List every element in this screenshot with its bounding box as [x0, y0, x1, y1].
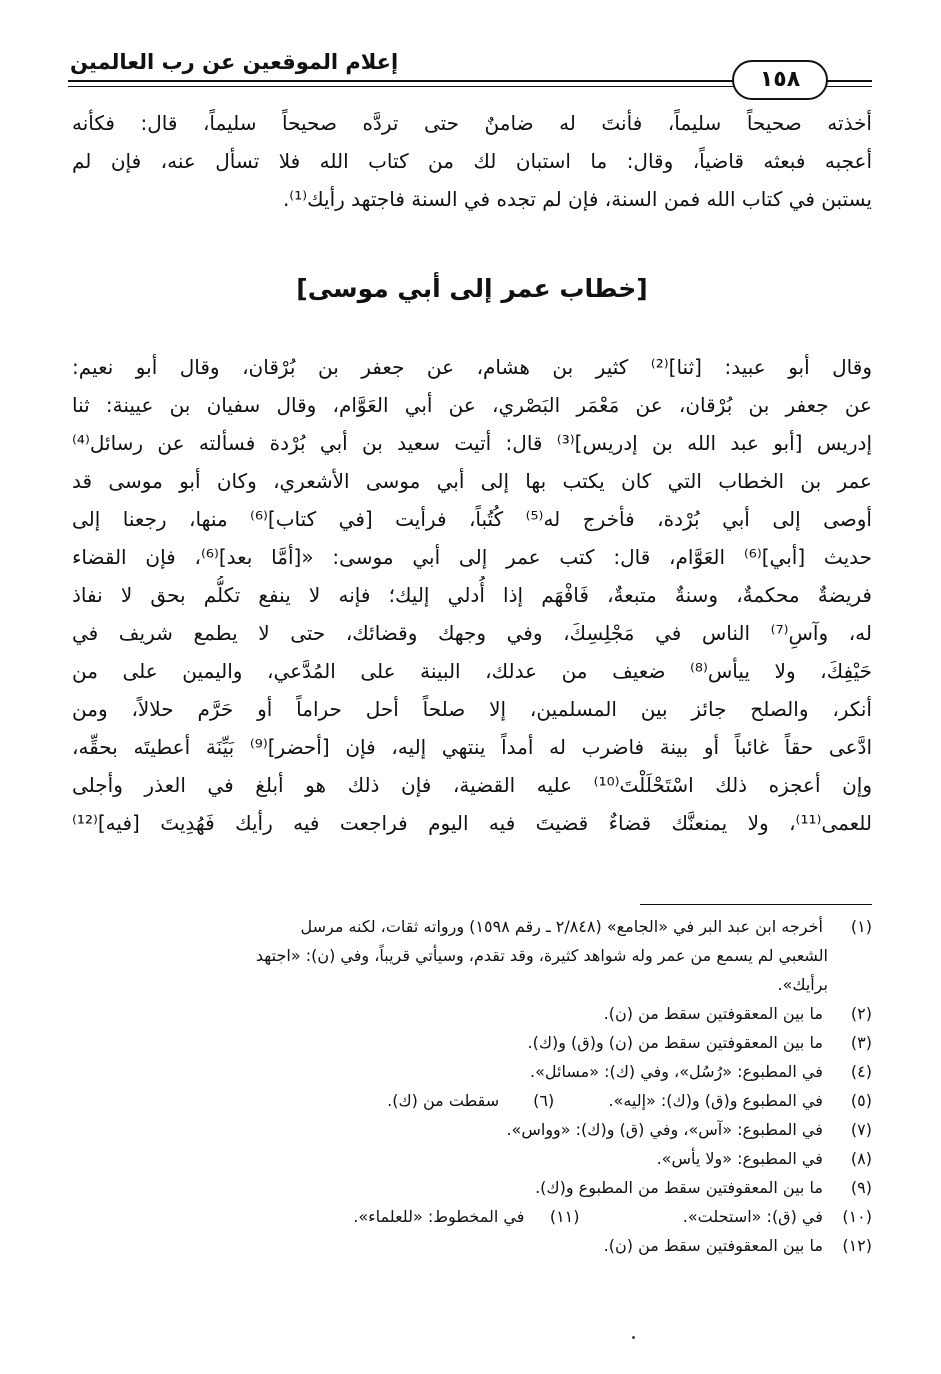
footnote-4	[72, 1057, 872, 1086]
footnote-1-continued: الشعبي لم يسمع من عمر وله شواهد كثيرة، وقد تقدم، وسيأتي قريباً، وفي (ن): «اجتهد	[255, 946, 828, 965]
page-number-badge: ١٥٨	[732, 60, 828, 100]
footnote-text: ما بين المعقوفتين سقط من (ن).	[603, 1236, 823, 1255]
footnote-text: في (ق): «استحلت».	[682, 1207, 823, 1226]
footnote-2	[72, 999, 872, 1028]
footnote-text: سقطت من (ك).	[387, 1091, 500, 1110]
text-line: وإن أعجزه ذلك اسْتَحْلَلْتَ⁽¹⁰⁾ عليه القضية، فإن ذلك هو أبلغ في العذر وأجلى	[72, 773, 872, 797]
footnote-text: ما بين المعقوفتين سقط من (ن) و(ق) و(ك).	[527, 1033, 823, 1052]
text-line: أعجبه فبعثه قاضياً، وقال: ما استبان لك من كتاب الله فلا تسأل عنه، فإن لم	[72, 149, 872, 173]
text-line: عمر بن الخطاب التي كان يكتب بها إلى أبي موسى الأشعري، وكان أبو موسى قد	[72, 469, 872, 493]
footnote-text: ما بين المعقوفتين سقط من المطبوع و(ك).	[535, 1178, 823, 1197]
header-rule	[68, 80, 748, 82]
footnotes	[72, 912, 872, 1260]
footnote-text: في المطبوع: «ولا يأس».	[656, 1149, 823, 1168]
print-speck	[632, 1336, 635, 1339]
footnote-1-continued: برأيك».	[777, 975, 828, 994]
footnote-separator	[640, 904, 872, 905]
text-line: له، وآسِ⁽⁷⁾ الناس في مَجْلِسِكَ، وفي وجهك وقضائك، حتى لا يطمع شريف في	[72, 621, 872, 645]
footnote-text: في المطبوع: «آس»، وفي (ق) و(ك): «وواس».	[506, 1120, 823, 1139]
section-heading: [خطاب عمر إلى أبي موسى]	[296, 274, 648, 303]
footnote-1	[72, 912, 872, 941]
text-line: حَيْفِكَ، ولا ييأس⁽⁸⁾ ضعيف من عدلك، البينة على المُدَّعي، واليمين على من	[72, 659, 872, 683]
footnote-10-11	[72, 1202, 872, 1231]
header-rule-thin	[68, 86, 748, 87]
text-line: ادَّعى حقاً غائباً أو بينة فاضرب له أمداً ينتهي إليه، فإن [أحضر]⁽⁹⁾ بَيِّنَة أعطيتَه بحقِّه،	[72, 735, 872, 759]
text-line: حديث [أبي]⁽⁶⁾ العَوَّام، قال: كتب عمر إلى أبي موسى: «[أمَّا بعد]⁽⁶⁾، فإن القضاء	[72, 545, 872, 569]
text-line: للعمى⁽¹¹⁾، ولا يمنعنَّك قضاءٌ قضيتَ فيه اليوم فراجعت فيه رأيك فَهُدِيتَ [فيه]⁽¹²⁾	[72, 811, 872, 835]
footnote-number: (٦)	[533, 1091, 555, 1110]
text-line: فريضةٌ محكمةٌ، وسنةٌ متبعةٌ، فَافْهَم إذا أُدلي إليك؛ فإنه لا ينفع تكلُّم بحق لا نفاذ	[72, 583, 872, 607]
paragraph-letter	[72, 348, 872, 842]
paragraph-continuation	[72, 104, 872, 218]
footnote-7	[72, 1115, 872, 1144]
footnote-number: (٨)	[850, 1149, 872, 1168]
footnote-8	[72, 1144, 872, 1173]
footnote-text: أخرجه ابن عبد البر في «الجامع» (٢/٨٤٨ ـ رقم ١٥٩٨) ورواته ثقات، لكنه مرسل	[300, 917, 823, 936]
footnote-number: (١)	[850, 917, 872, 936]
text-line: أخذته صحيحاً سليماً، فأنتَ له ضامنٌ حتى تردَّه صحيحاً سليماً، قال: فكأنه	[72, 111, 872, 135]
footnote-number: (١١)	[549, 1207, 580, 1226]
text-line: وقال أبو عبيد: [ثنا]⁽²⁾ كثير بن هشام، عن جعفر بن بُرْقان، وقال أبو نعيم:	[72, 355, 872, 379]
header-rule-right	[826, 80, 872, 82]
text-line: عن جعفر بن بُرْقان، عن مَعْمَر البَصْري، عن أبي العَوَّام، وقال سفيان بن عيينة: ثنا	[72, 393, 872, 417]
footnote-text: في المطبوع: «رُسُل»، وفي (ك): «مسائل».	[530, 1062, 823, 1081]
footnote-number: (٢)	[850, 1004, 872, 1023]
text-line: إدريس [أبو عبد الله بن إدريس]⁽³⁾ قال: أتيت سعيد بن أبي بُرْدة فسألته عن رسائل⁽⁴⁾	[72, 431, 872, 455]
text-line: أوصى إلى أبي بُرْدة، فأخرج له⁽⁵⁾ كُتُباً، فرأيت [في كتاب]⁽⁶⁾ منها، رجعنا إلى	[72, 507, 872, 531]
footnote-5-6	[72, 1086, 872, 1115]
footnote-text: في المطبوع و(ق) و(ك): «إليه».	[608, 1091, 823, 1110]
text-line: يستبن في كتاب الله فمن السنة، فإن لم تجده في السنة فاجتهد رأيك⁽¹⁾.	[282, 187, 872, 211]
footnote-number: (٥)	[850, 1091, 872, 1110]
footnote-number: (٤)	[850, 1062, 872, 1081]
footnote-number: (١٢)	[842, 1236, 872, 1255]
footnote-12	[72, 1231, 872, 1260]
footnote-number: (٧)	[850, 1120, 872, 1139]
footnote-9	[72, 1173, 872, 1202]
footnote-number: (١٠)	[842, 1207, 872, 1226]
footnote-number: (٣)	[850, 1033, 872, 1052]
text-line: أنكر، والصلح جائز بين المسلمين، إلا صلحاً أحل حراماً أو حَرَّم حلالاً، ومن	[72, 697, 872, 721]
footnote-text: ما بين المعقوفتين سقط من (ن).	[603, 1004, 823, 1023]
footnote-3	[72, 1028, 872, 1057]
header-rule-right-thin	[826, 86, 872, 87]
footnote-text: في المخطوط: «للعلماء».	[353, 1207, 525, 1226]
footnote-number: (٩)	[850, 1178, 872, 1197]
running-title: إعلام الموقعين عن رب العالمين	[70, 50, 399, 74]
